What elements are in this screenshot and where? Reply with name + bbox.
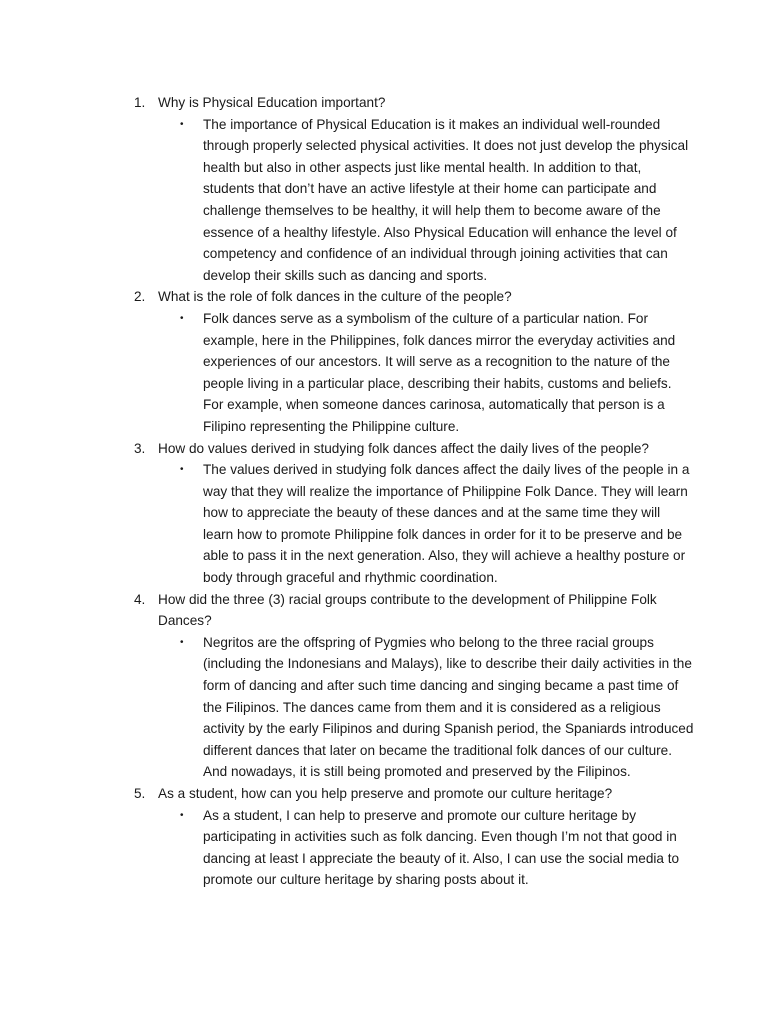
bullet-icon: •	[180, 118, 184, 130]
list-item	[134, 286, 694, 437]
question-number: 3.	[134, 440, 146, 456]
question-text: As a student, how can you help preserve and promote our culture heritage?	[158, 786, 613, 801]
question-text: How do values derived in studying folk dances affect the daily lives of the people?	[158, 440, 649, 456]
answer-text: Folk dances serve as a symbolism of the culture of a particular nation. For example, here in the Philippines, folk dances mirror the everyday activities and experiences of our ancestors. It will serve as a recognition to the nature of the people living in a particular place, describing their habits, customs and beliefs. For example, when someone dances carinosa, automatically that person is a Filipino representing the Philippine culture.	[203, 310, 676, 434]
question-number: 2.	[134, 289, 146, 305]
answer-row	[180, 632, 694, 783]
list-item	[134, 783, 694, 891]
answer-row	[180, 114, 694, 287]
question-text: How did the three (3) racial groups contribute to the development of Philippine Folk Dances?	[158, 591, 657, 629]
question-text: What is the role of folk dances in the culture of the people?	[158, 289, 512, 305]
answer-row	[180, 805, 694, 891]
answer-text: As a student, I can help to preserve and promote our culture heritage by participating in activities such as folk dancing. Even though I’m not that good in dancing at least I appreciate the beauty of it. Also, I can use the social media to promote our culture heritage by sharing posts about it.	[203, 807, 680, 888]
question-row	[134, 286, 694, 308]
list-item	[134, 589, 694, 783]
question-row	[134, 589, 694, 632]
question-row	[134, 438, 694, 460]
question-list	[134, 92, 694, 891]
bullet-icon: •	[180, 464, 184, 476]
answer-row	[180, 459, 694, 589]
answer-text: Negritos are the offspring of Pygmies who belong to the three racial groups (including the Indonesians and Malays), like to describe their daily activities in the form of dancing and after such time dancing and singing became a past time of the Filipinos. The dances came from them and it is considered as a religious activity by the early Filipinos and during Spanish period, the Spaniards introduced different dances that later on became the traditional folk dances of our culture. And nowadays, it is still being promoted and preserved by the Filipinos.	[203, 634, 694, 780]
question-row	[134, 92, 694, 114]
question-number: 5.	[134, 786, 146, 801]
bullet-icon: •	[180, 636, 184, 648]
list-item	[134, 92, 694, 286]
question-number: 1.	[134, 95, 146, 110]
question-number: 4.	[134, 591, 146, 607]
bullet-icon: •	[180, 809, 184, 821]
answer-row	[180, 308, 694, 438]
answer-text: The values derived in studying folk dances affect the daily lives of the people in a way that they will realize the importance of Philippine Folk Dance. They will learn how to appreciate the beauty of these dances and at the same time they will learn how to promote Philippine folk dances in order for it to be preserve and be able to pass it in the next generation. Also, they will achieve a healthy posture or body through graceful and rhythmic coordination.	[203, 462, 690, 586]
bullet-icon: •	[180, 312, 184, 324]
question-row	[134, 783, 694, 805]
question-text: Why is Physical Education important?	[158, 95, 386, 110]
list-item	[134, 438, 694, 589]
answer-text: The importance of Physical Education is it makes an individual well-rounded through properly selected physical activities. It does not just develop the physical health but also in other aspects just like mental health. In addition to that, students that don’t have an active lifestyle at their home can participate and challenge themselves to be healthy, it will help them to become aware of the essence of a healthy lifestyle. Also Physical Education will enhance the level of competency and confidence of an individual through joining activities that can develop their skills such as dancing and sports.	[203, 116, 689, 283]
